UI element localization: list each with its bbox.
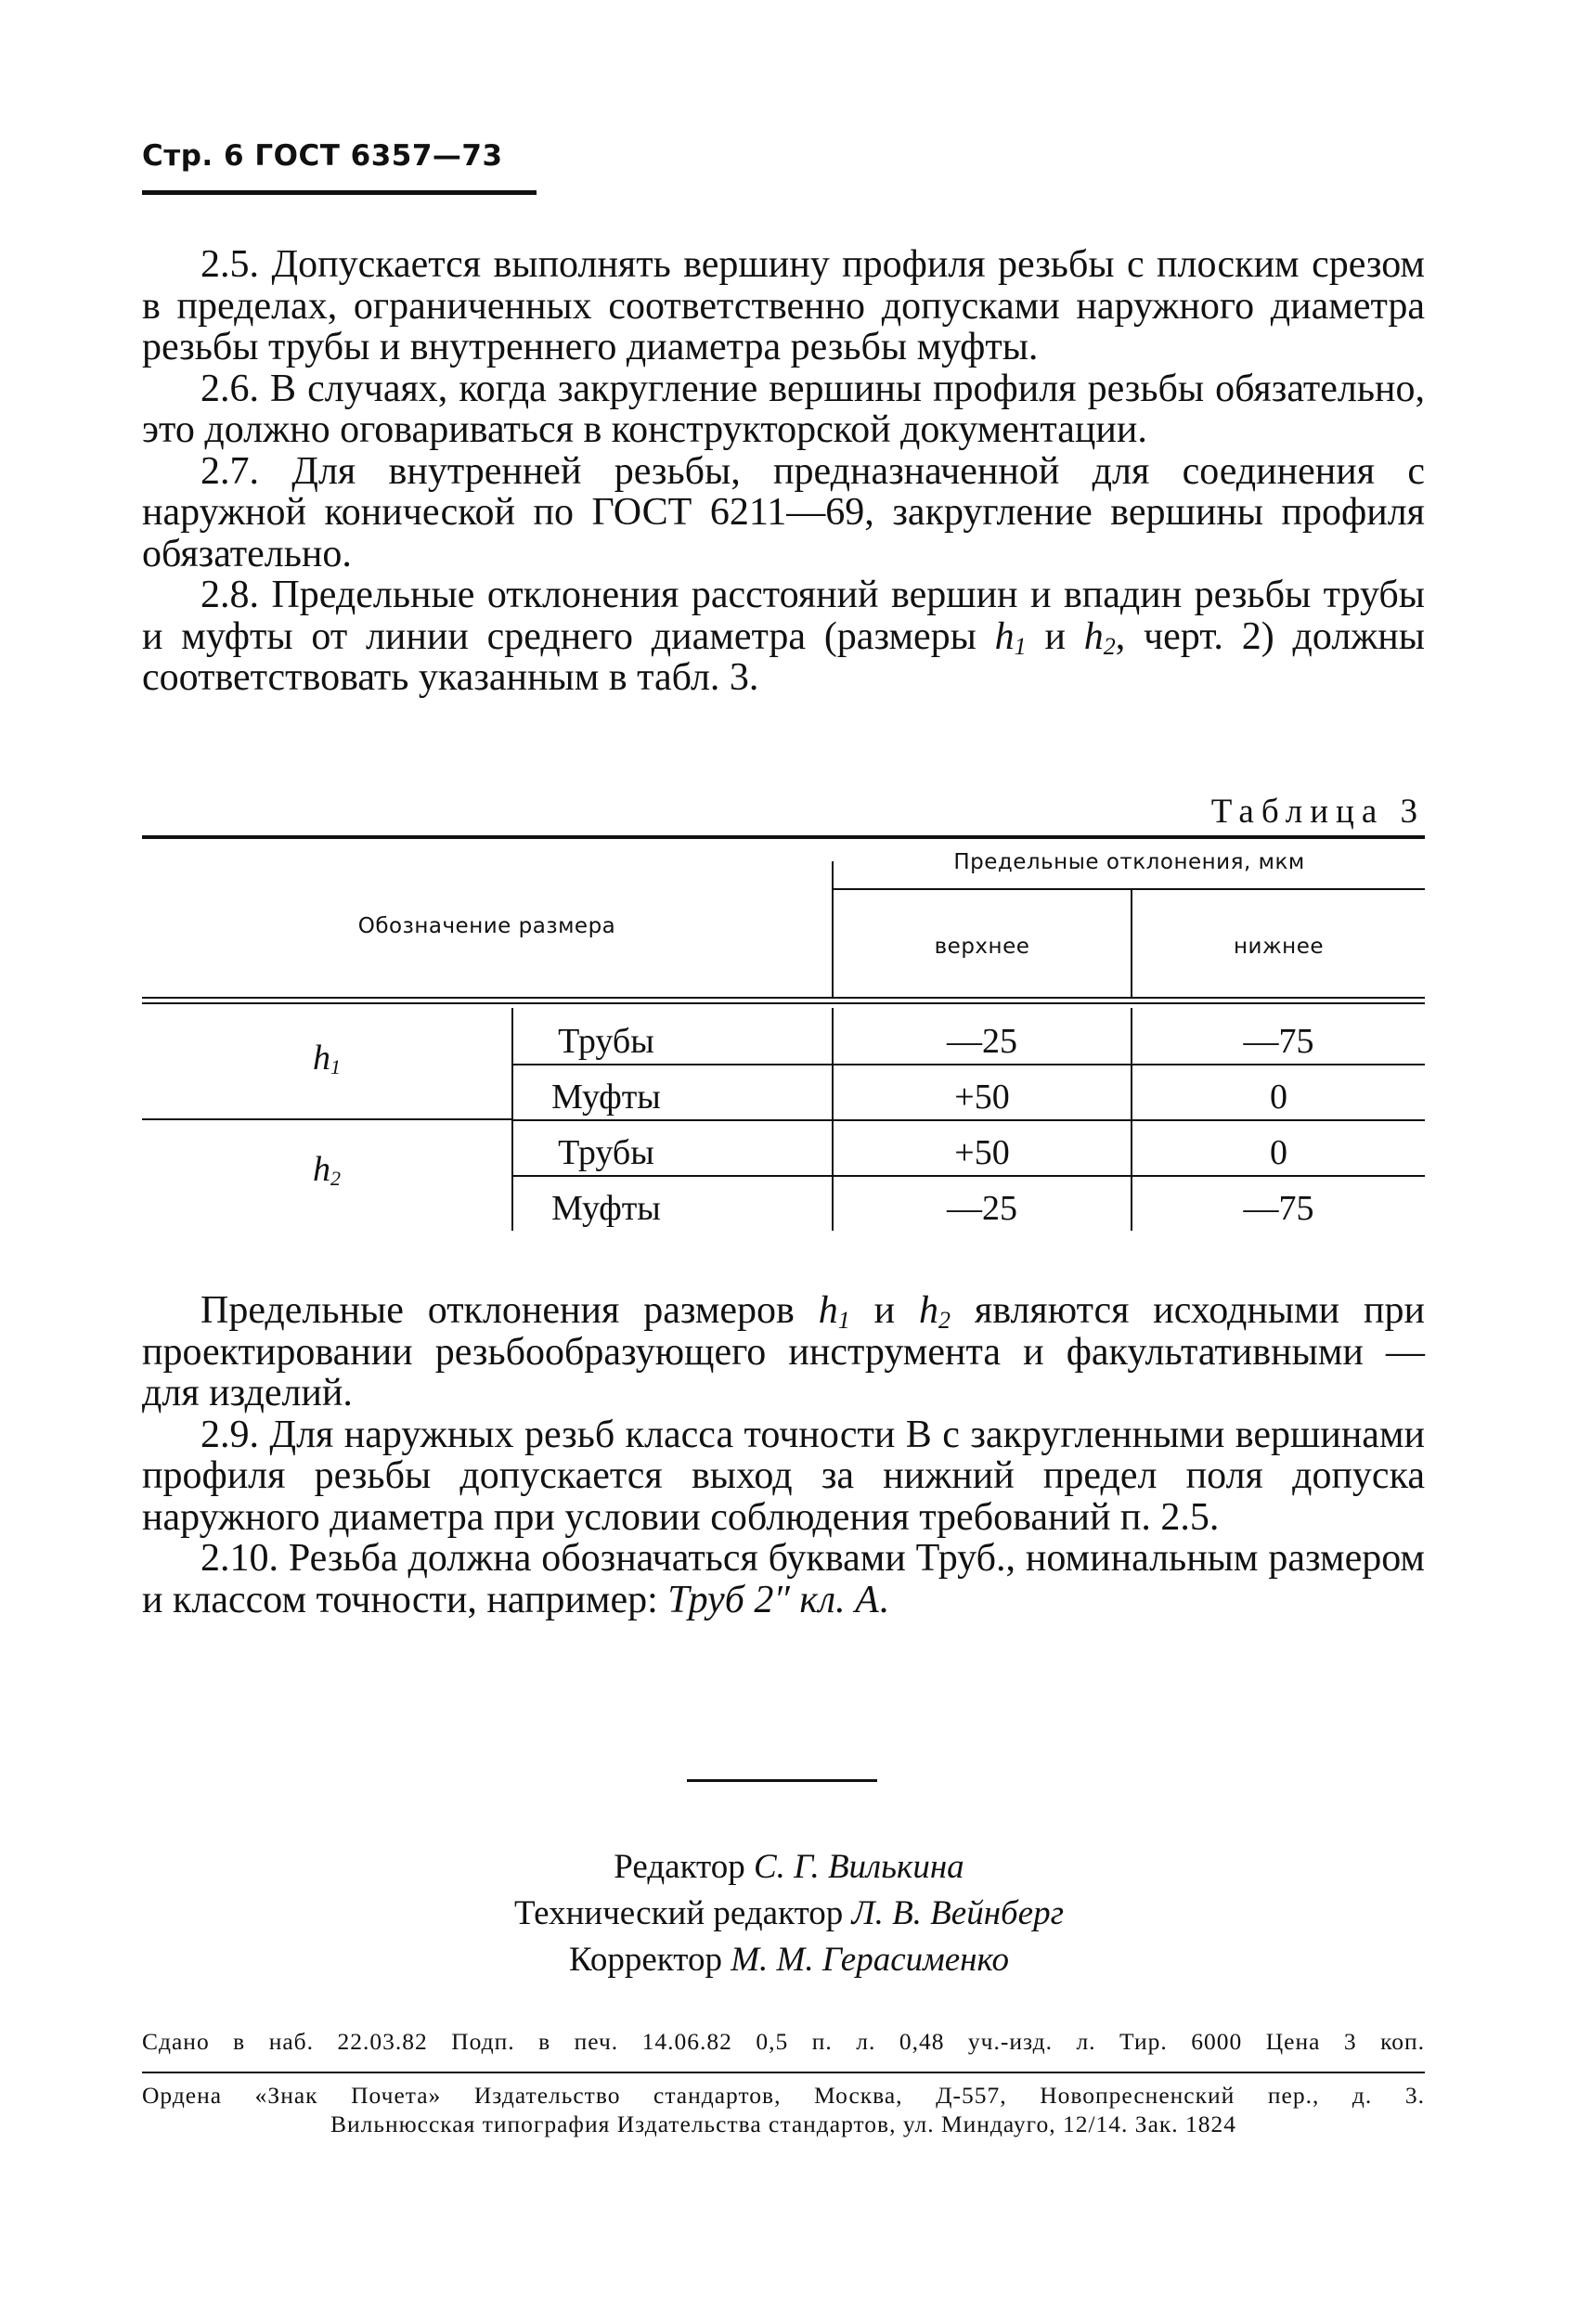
header-lower: нижнее <box>1233 935 1325 959</box>
credit-corrector: Корректор М. М. Герасименко <box>569 1941 1009 1979</box>
credit-editor: Редактор С. Г. Вилькина <box>614 1848 964 1886</box>
table-top-rule <box>142 835 1425 839</box>
cell-upper: —25 <box>947 1189 1017 1228</box>
imprint-rule <box>142 2072 1425 2073</box>
imprint-printer: Вильнюсская типография Издательства стандартов, ул. Миндауго, 12/14. Зак. 1824 <box>330 2111 1237 2137</box>
paragraph-2-5: 2.5. Допускается выполнять вершину профиля резьбы с плоским срезом в пределах, ограниченных соответственно допусками наружного диаметра резьбы трубы и внутреннего диаметра резьбы муфты. <box>142 243 1425 368</box>
cell-upper: —25 <box>947 1022 1017 1061</box>
paragraph-2-8-text-a: 2.8. Предельные отклонения расстояний вершин и впадин резьбы трубы и муфты от линии среднего диаметра (размеры <box>142 574 1425 658</box>
cell-part: Трубы <box>558 1133 654 1172</box>
table-caption: Таблица 3 <box>1210 793 1425 831</box>
paragraph-2-8-text-b: и <box>1026 614 1084 658</box>
section-separator <box>687 1779 877 1782</box>
credit-tech-editor: Технический редактор Л. В. Вейнберг <box>513 1894 1065 1932</box>
cell-lower: 0 <box>1270 1078 1287 1117</box>
paragraph-note: Предельные отклонения размеров $h_1$ и $h_2$ являются исходными при проектировании резьбообразующего инструмента и факультативными — для изделий. <box>142 1289 1425 1414</box>
cell-part: Муфты <box>551 1189 661 1228</box>
text-block-top <box>142 244 1425 699</box>
symbol-h2: $h_2$ <box>919 1289 951 1334</box>
cell-symbol-h1: $h_1$ <box>313 1039 341 1078</box>
cell-lower: 0 <box>1270 1133 1287 1172</box>
running-head: Стр. 6 ГОСТ 6357—73 <box>142 139 503 173</box>
paragraph-2-7: 2.7. Для внутренней резьбы, предназначенной для соединения с наружной конической по ГОСТ 6211—69, закругление вершины профиля обязательно. <box>142 449 1425 575</box>
header-designation: Обозначение размера <box>357 914 616 938</box>
imprint-print-data: Сдано в наб. 22.03.82 Подп. в печ. 14.06.82 0,5 п. л. 0,48 уч.-изд. л. Тир. 6000 Цена 3 коп. <box>142 2028 1425 2055</box>
cell-part: Трубы <box>558 1022 654 1061</box>
cell-upper: +50 <box>954 1133 1010 1172</box>
cell-symbol-h2: $h_2$ <box>313 1150 341 1190</box>
table-row-rule-3 <box>513 1175 1425 1177</box>
cell-part: Муфты <box>551 1078 661 1117</box>
header-rule <box>142 190 537 195</box>
symbol-h1: $h_1$ <box>994 614 1027 660</box>
paragraph-2-6: 2.6. В случаях, когда закругление вершины профиля резьбы обязательно, это должно оговариваться в конструкторской документации. <box>142 367 1425 451</box>
symbol-h1: $h_1$ <box>818 1289 850 1334</box>
cell-lower: —75 <box>1243 1022 1314 1061</box>
designation-example: Труб 2″ кл. А <box>667 1578 879 1621</box>
table-header-rule-1 <box>142 997 1425 999</box>
paragraph-2-8 <box>142 575 1425 699</box>
table-row-rule-2 <box>513 1119 1425 1121</box>
imprint-publisher: Ордена «Знак Почета» Издательство стандартов, Москва, Д-557, Новопресненский пер., д. 3. <box>142 2082 1425 2109</box>
paragraph-2-9: 2.9. Для наружных резьб класса точности В с закругленными вершинами профиля резьбы допускается выход за нижний предел поля допуска наружного диаметра при условии соблюдения требований п. 2.5. <box>142 1413 1425 1539</box>
text-block-bottom <box>142 1290 1425 1620</box>
cell-upper: +50 <box>954 1078 1010 1117</box>
cell-lower: —75 <box>1243 1189 1314 1228</box>
table-header-rule-2 <box>142 1002 1425 1004</box>
deviations-table <box>142 835 1425 1253</box>
header-limit-deviations: Предельные отклонения, мкм <box>953 850 1305 874</box>
header-upper: верхнее <box>934 935 1030 959</box>
symbol-h2: $h_2$ <box>1083 614 1116 660</box>
table-row-rule-1 <box>513 1064 1425 1065</box>
paragraph-2-8-text-c: , черт. 2) должны соответствовать указанным в табл. 3. <box>142 614 1425 699</box>
paragraph-2-10: 2.10. Резьба должна обозначаться буквами Труб., номинальным размером и классом точности, например: Труб 2″ кл. А. <box>142 1537 1425 1621</box>
table-group-header-rule <box>834 888 1425 890</box>
table-vertical-rule-designation <box>832 861 834 997</box>
table-group-divider <box>142 1118 513 1120</box>
